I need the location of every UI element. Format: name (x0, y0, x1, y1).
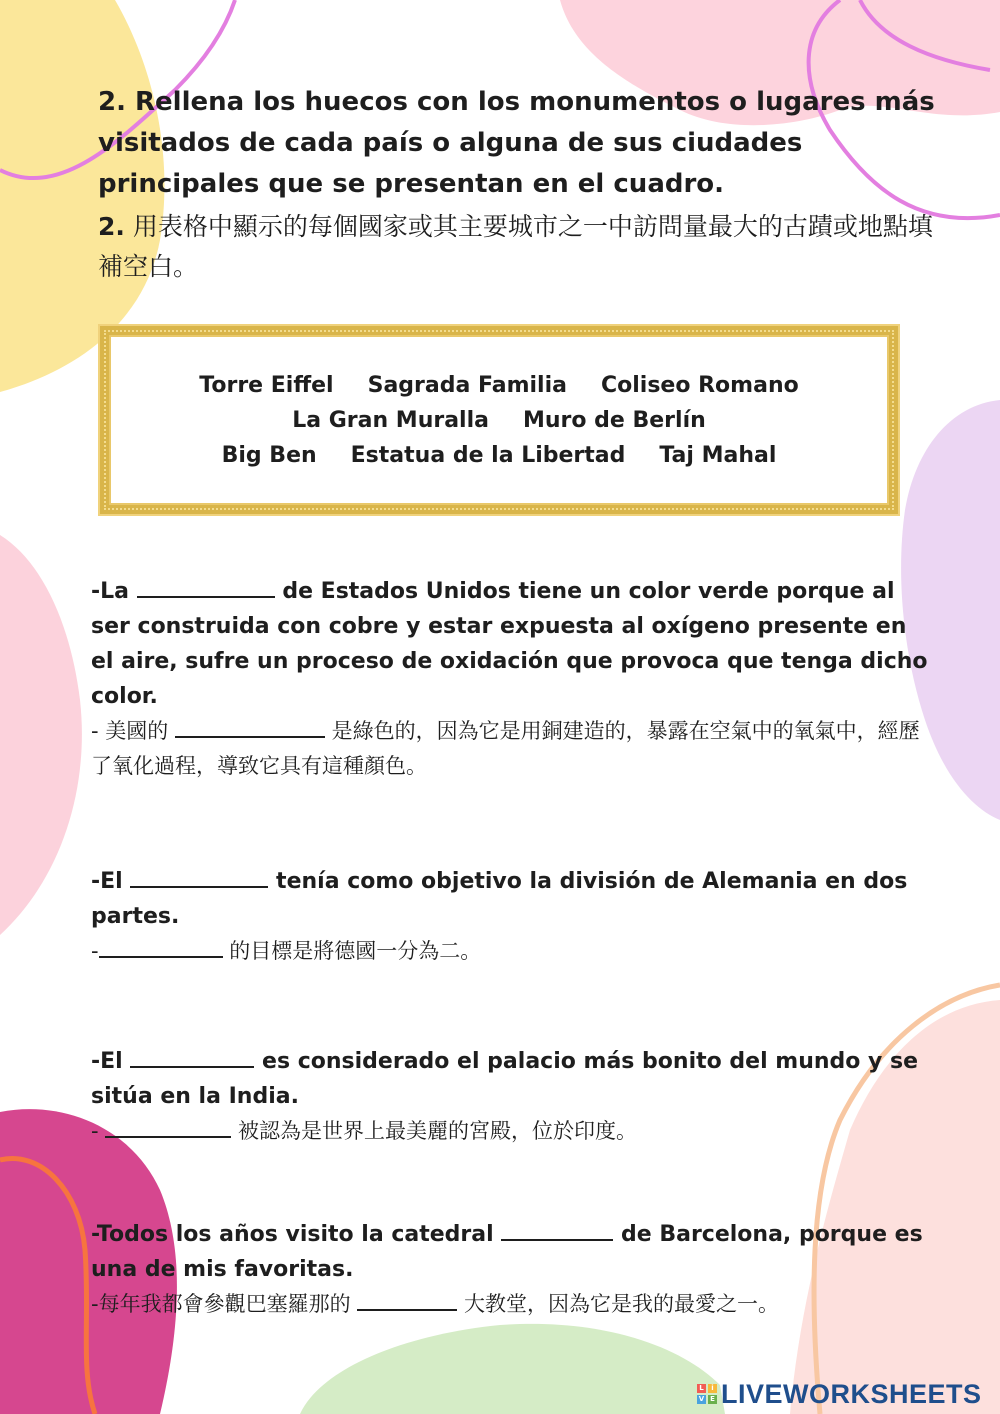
word-bank-row (199, 368, 798, 403)
exercise-3-chinese (91, 1114, 936, 1149)
liveworksheets-logo-icon (697, 1384, 717, 1404)
logo-mark-letter: V (698, 1395, 705, 1403)
logo-text: LIVEWORKSHEETS (721, 1378, 982, 1409)
exercise-3-spanish (91, 1044, 936, 1114)
exercise-text: -Todos los años visito la catedral (91, 1222, 494, 1247)
word-bank-box (100, 326, 898, 514)
exercise-text: 是綠色的，因為它是用銅建造的，暴露在空氣中的氧氣中，經歷了氧化過程，導致它具有這種顏色。 (91, 719, 920, 778)
exercise-text: 被認為是世界上最美麗的宮殿，位於印度。 (237, 1119, 637, 1143)
word-bank-row (292, 403, 706, 438)
word-bank-item: Coliseo Romano (600, 372, 799, 398)
exercise-text: -El (91, 869, 123, 894)
liveworksheets-logo[interactable] (697, 1375, 982, 1413)
exercise-text: 大教堂，因為它是我的最愛之一。 (463, 1292, 779, 1316)
answer-blank[interactable] (105, 1116, 231, 1138)
instructions-spanish: 2. Rellena los huecos con los monumentos o lugares más visitados de cada país o alguna de sus ciudades principales que se presentan en el cuadro. (98, 87, 935, 199)
exercise-1-chinese (91, 714, 936, 784)
exercise-text: es considerado el palacio más bonito del mundo y se sitúa en la India. (91, 1049, 919, 1109)
exercise-2-chinese (91, 934, 936, 969)
word-bank-item: Estatua de la Libertad (350, 442, 626, 468)
answer-blank[interactable] (175, 716, 325, 738)
logo-mark-letter: L (697, 1384, 706, 1393)
word-bank-item: Big Ben (221, 442, 317, 468)
green-blob (300, 1324, 725, 1414)
answer-blank[interactable] (99, 936, 223, 958)
logo-mark-letter: E (708, 1395, 717, 1404)
word-bank-item: Sagrada Familia (367, 372, 567, 398)
exercise-4-chinese (91, 1287, 936, 1322)
exercise-2 (91, 864, 936, 969)
word-bank-item: Torre Eiffel (199, 372, 334, 398)
exercise-4 (91, 1217, 936, 1322)
instructions-chinese (98, 207, 938, 287)
word-bank-item: Muro de Berlín (522, 407, 706, 433)
answer-blank[interactable] (357, 1289, 457, 1311)
exercise-text: - (91, 1119, 99, 1143)
exercise-text: -每年我都會參觀巴塞羅那的 (91, 1292, 351, 1316)
exercise-text: 的目標是將德國一分為二。 (229, 939, 482, 963)
instructions-chinese-text: 用表格中顯示的每個國家或其主要城市之一中訪問量最大的古蹟或地點填補空白。 (98, 212, 933, 281)
exercise-text: de Estados Unidos tiene un color verde porque al ser construida con cobre y estar expuesta al oxígeno presente en el aire, sufre un proceso de oxidación que provoca que tenga dicho color. (91, 579, 928, 709)
exercise-1 (91, 574, 936, 784)
answer-blank[interactable] (130, 866, 268, 888)
answer-blank[interactable] (137, 576, 275, 598)
exercise-1-spanish (91, 574, 936, 714)
exercise-text: -El (91, 1049, 123, 1074)
exercise-4-spanish (91, 1217, 936, 1287)
exercise-text: tenía como objetivo la división de Alemania en dos partes. (91, 869, 908, 929)
exercise-text: - 美國的 (91, 719, 169, 743)
pink-blob-left (0, 535, 82, 935)
exercise-3 (91, 1044, 936, 1149)
word-bank-row (222, 438, 777, 473)
word-bank-item: Taj Mahal (659, 442, 777, 468)
word-bank-item: La Gran Muralla (292, 407, 489, 433)
logo-mark-letter: i (708, 1384, 717, 1393)
exercise-text: - (91, 939, 99, 963)
answer-blank[interactable] (130, 1046, 254, 1068)
exercise-2-spanish (91, 864, 936, 934)
instructions-number: 2. (98, 212, 125, 241)
exercise-text: -La (91, 579, 129, 604)
answer-blank[interactable] (501, 1219, 613, 1241)
exercise-text: de Barcelona, porque es una de mis favoritas. (91, 1222, 923, 1282)
